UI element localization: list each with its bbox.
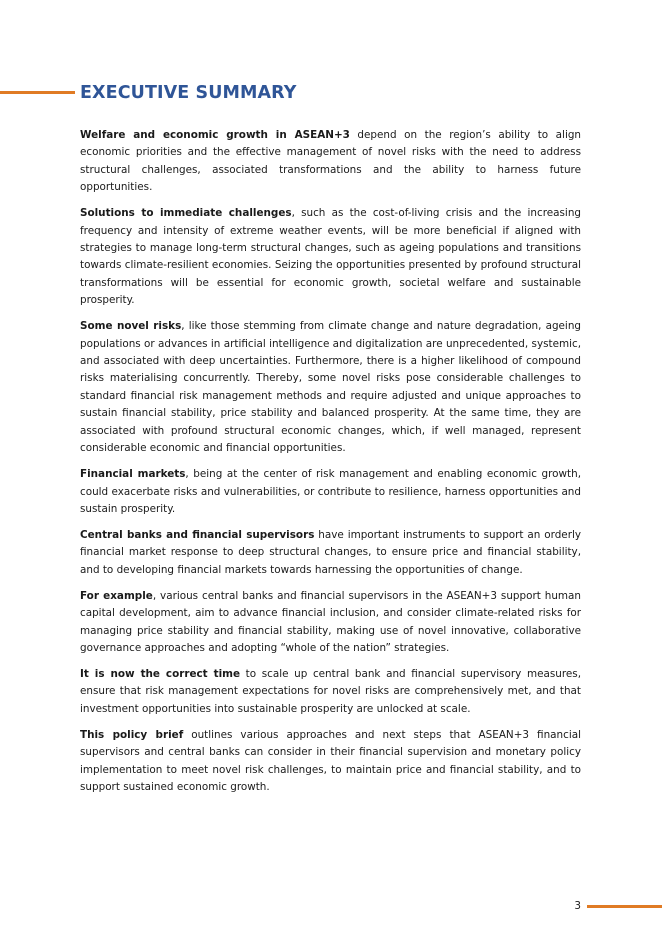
paragraph-lead: Some novel risks xyxy=(80,320,182,333)
paragraph-lead: Financial markets xyxy=(80,468,186,481)
paragraph-solutions xyxy=(80,205,581,309)
paragraph-for-example xyxy=(80,588,581,658)
paragraph-lead: This policy brief xyxy=(80,728,184,741)
section-heading: EXECUTIVE SUMMARY xyxy=(80,83,297,103)
paragraph-lead: Central banks and financial supervisors xyxy=(80,528,315,541)
paragraph-lead: For example xyxy=(80,589,153,602)
heading-accent-rule xyxy=(0,91,75,94)
paragraph-welfare xyxy=(80,127,581,197)
paragraph-text: , such as the cost-of-living crisis and the increasing frequency and intensity of extreme weather events, will be more beneficial if aligned with strategies to manage long-term structural changes, such as ageing populations and transitions towards climate-resilient economies. Seizing the opportunities presented by profound structural transformations will be essential for economic growth, societal welfare and sustainable prosperity. xyxy=(80,207,581,307)
paragraph-text: , various central banks and financial supervisors in the ASEAN+3 support human capital development, aim to advance financial inclusion, and consider climate-related risks for managing price stability and financial stability, making use of novel innovative, collaborative governance approaches and adopting “whole of the nation” strategies. xyxy=(80,589,581,654)
paragraph-text: depend on the region’s ability to align economic priorities and the effective management of novel risks with the need to address structural challenges, associated transformations and the ability to harness future opportunities. xyxy=(80,129,582,194)
executive-summary-body xyxy=(80,127,581,805)
paragraph-lead: Welfare and economic growth in ASEAN+3 xyxy=(80,129,350,141)
paragraph-financial-markets xyxy=(80,466,581,518)
paragraph-lead: It is now the correct time xyxy=(80,667,241,680)
paragraph-text: , being at the center of risk management and enabling economic growth, could exacerbate risks and vulnerabilities, or contribute to resilience, harness opportunities and sustain prosperity. xyxy=(80,468,581,515)
paragraph-text: , like those stemming from climate change and nature degradation, ageing populations or advances in artificial intelligence and digitalization are unprecedented, systemic, and associated with deep uncertainties. Furthermore, there is a higher likelihood of compound risks materialising concurrently. Thereby, some novel risks pose considerable challenges to standard financial risk management methods and require adjusted and unique approaches to sustain financial stability, price stability and balanced prosperity. At the same time, they are associated with profound structural economic changes, which, if well managed, represent considerable economic and financial opportunities. xyxy=(80,320,581,455)
paragraph-correct-time xyxy=(80,666,581,718)
paragraph-central-banks xyxy=(80,527,581,579)
paragraph-lead: Solutions to immediate challenges xyxy=(80,207,292,220)
paragraph-text: to scale up central bank and financial supervisory measures, ensure that risk management expectations for novel risks are comprehensively met, and that investment opportunities into sustainable prosperity are unlocked at scale. xyxy=(80,667,581,715)
paragraph-policy-brief xyxy=(80,727,581,797)
paragraph-text: have important instruments to support an orderly financial market response to deep structural changes, to ensure price and financial stability, and to developing financial markets towards harnessing the opportunities of change. xyxy=(80,528,582,576)
paragraph-novel-risks xyxy=(80,318,581,457)
page-number: 3 xyxy=(574,900,581,912)
paragraph-text: outlines various approaches and next steps that ASEAN+3 financial supervisors and central banks can consider in their financial supervision and monetary policy implementation to meet novel risk challenges, to maintain price and financial stability, and to support sustained economic growth. xyxy=(80,728,581,793)
footer-accent-rule xyxy=(587,905,662,908)
